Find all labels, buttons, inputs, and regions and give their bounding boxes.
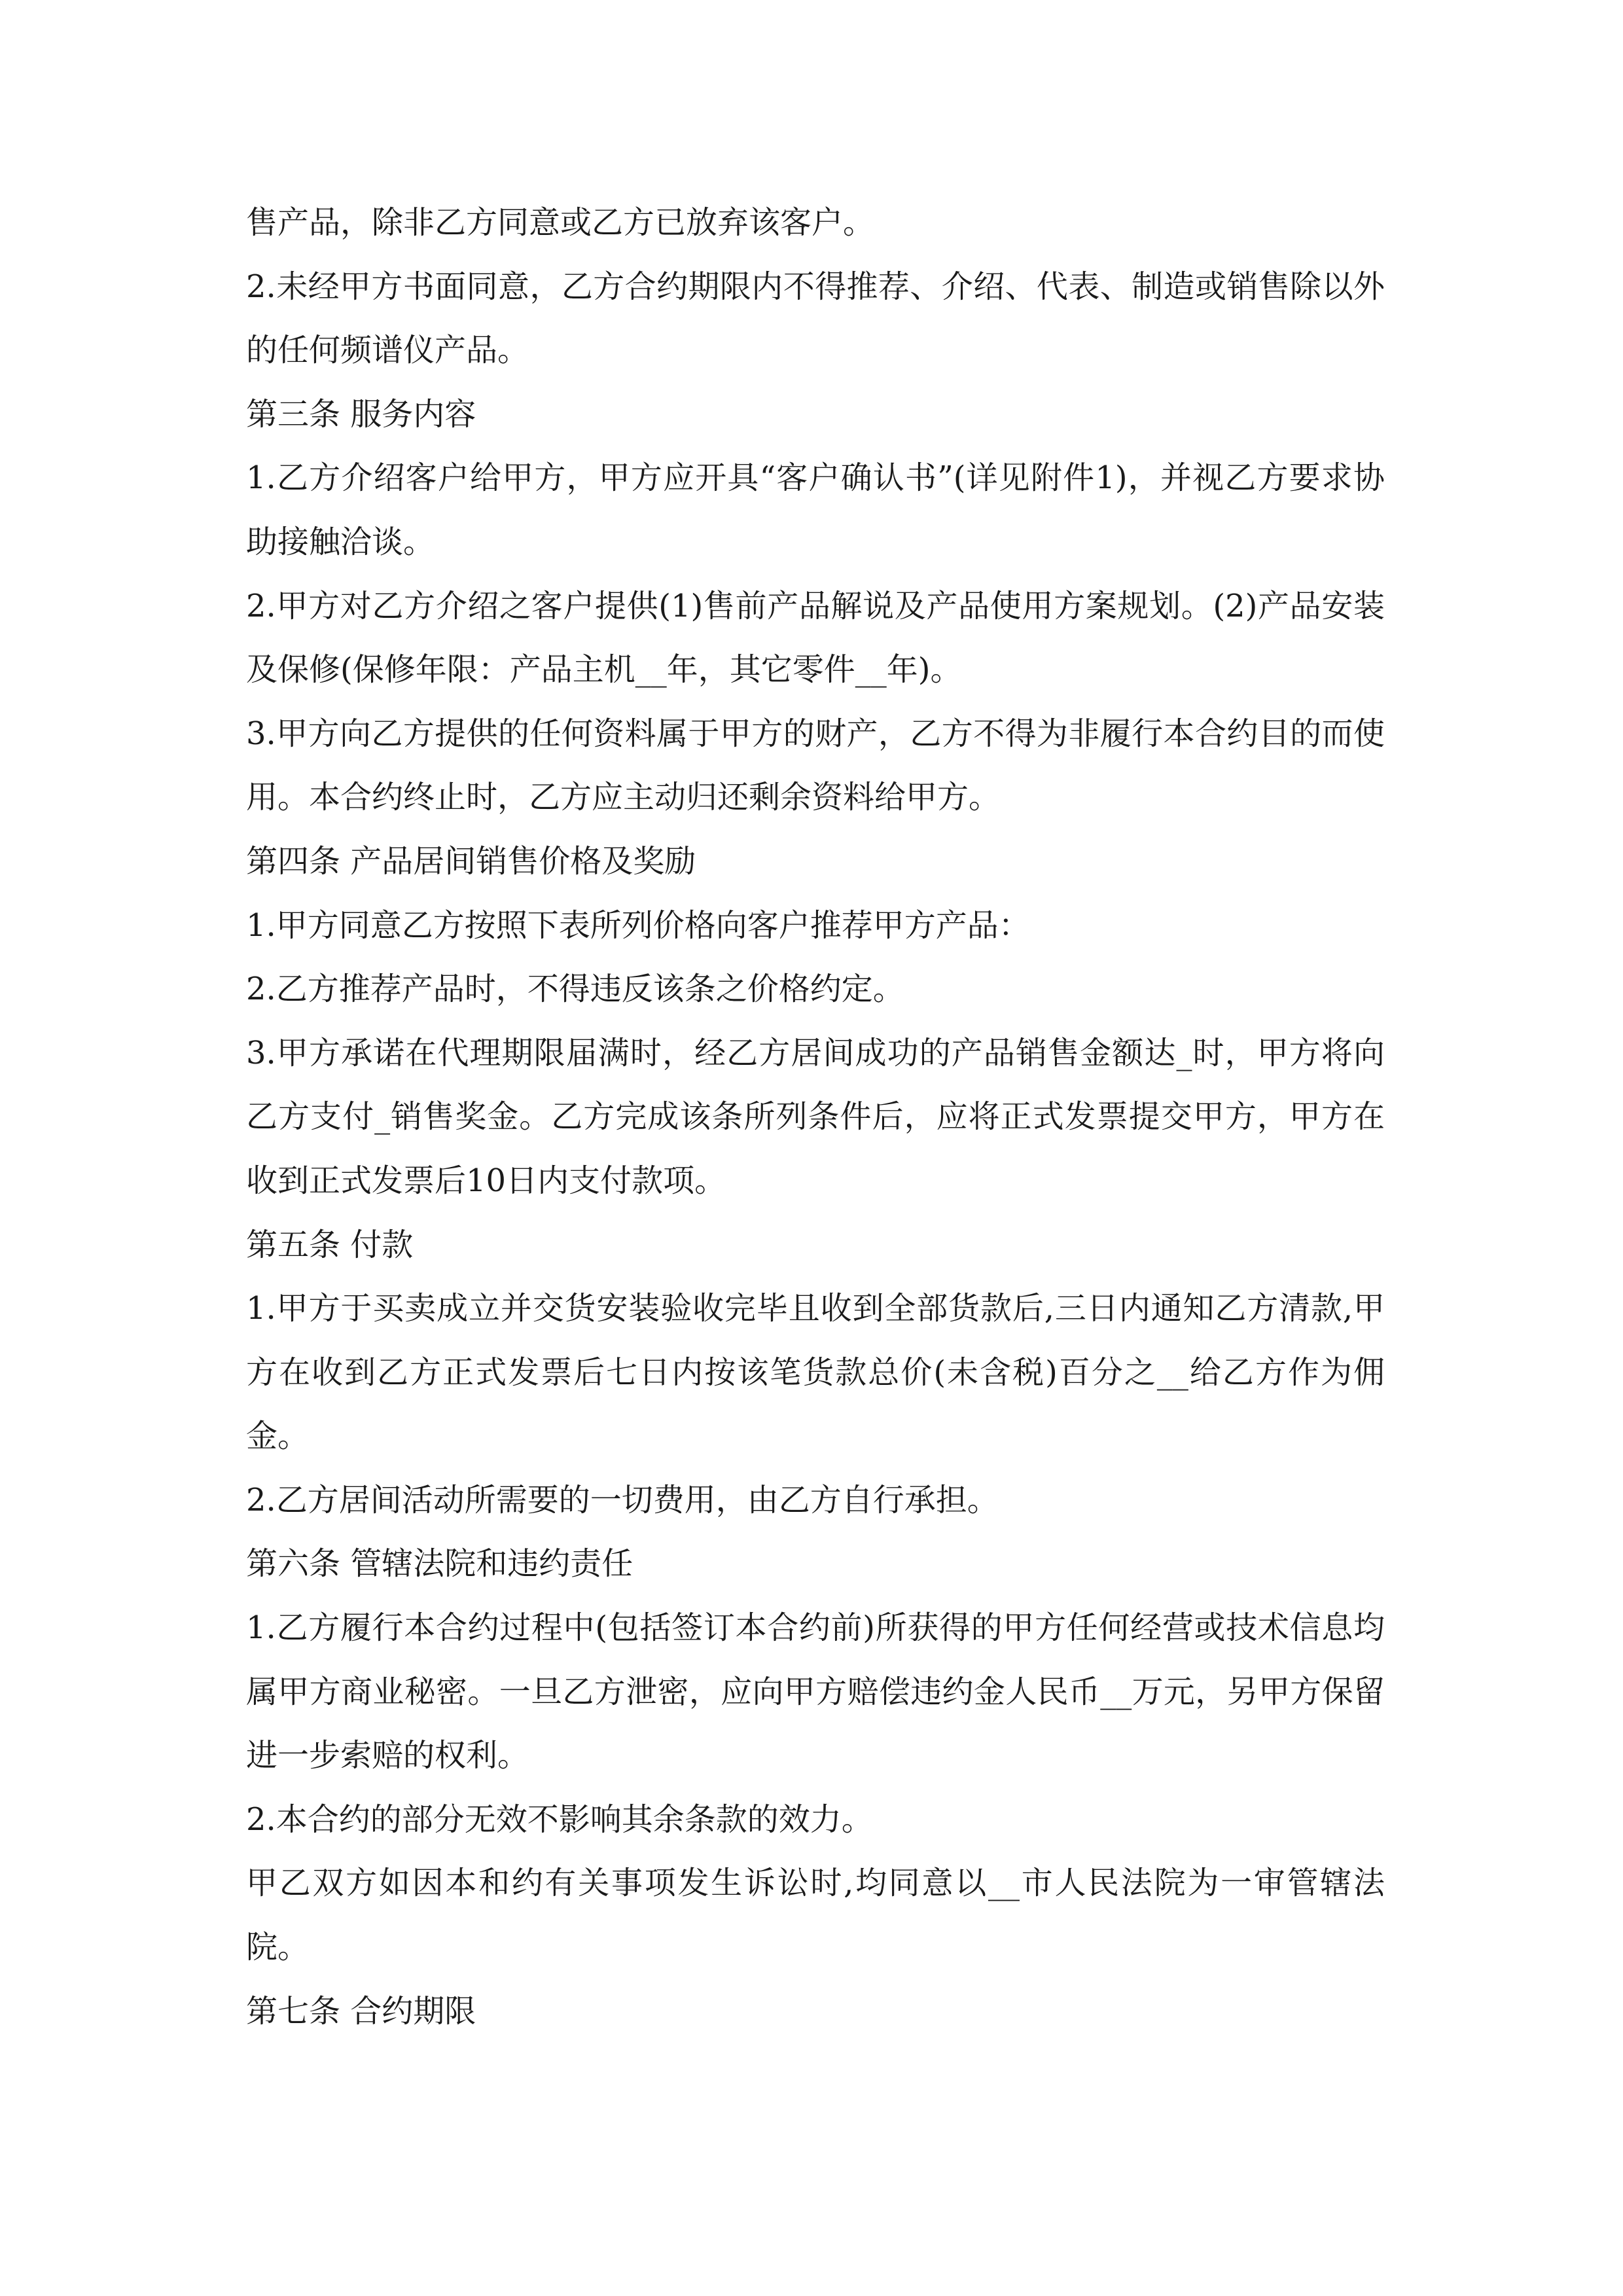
para-6-2: 2.本合约的部分无效不影响其余条款的效力。 [246, 1801, 873, 1838]
para-5-2: 2.乙方居间活动所需要的一切费用，由乙方自行承担。 [246, 1481, 999, 1518]
para-4-3: 3.甲方承诺在代理期限届满时，经乙方居间成功的产品销售金额达_时，甲方将向乙方支付_销售奖金。乙方完成该条所列条件后，应将正式发票提交甲方，甲方在收到正式发票后10日内支付款项。 [246, 1034, 1385, 1199]
para-3-1: 1.乙方介绍客户给甲方，甲方应开具“客户确认书”(详见附件1)，并视乙方要求协助接触洽谈。 [246, 459, 1385, 560]
para-4-1: 1.甲方同意乙方按照下表所列价格向客户推荐甲方产品： [246, 906, 1030, 944]
para-4-2: 2.乙方推荐产品时，不得违反该条之价格约定。 [246, 971, 904, 1008]
para-6-3: 甲乙双方如因本和约有关事项发生诉讼时,均同意以__市人民法院为一审管辖法院。 [246, 1865, 1385, 1966]
para-2-2: 2.未经甲方书面同意，乙方合约期限内不得推荐、介绍、代表、制造或销售除以外的任何频谱仪产品。 [246, 268, 1385, 369]
para-3-3: 3.甲方向乙方提供的任何资料属于甲方的财产，乙方不得为非履行本合约目的而使用。本合约终止时，乙方应主动归还剩余资料给甲方。 [246, 715, 1385, 816]
heading-article-7: 第七条 合约期限 [246, 1992, 476, 2030]
heading-article-5: 第五条 付款 [246, 1226, 414, 1263]
heading-article-6: 第六条 管辖法院和违约责任 [246, 1545, 633, 1583]
para-continuation: 售产品，除非乙方同意或乙方已放弃该客户。 [246, 204, 875, 241]
heading-article-4: 第四条 产品居间销售价格及奖励 [246, 842, 696, 880]
heading-article-3: 第三条 服务内容 [246, 395, 476, 433]
document-body [246, 191, 1385, 2043]
para-5-1: 1.甲方于买卖成立并交货安装验收完毕且收到全部货款后,三日内通知乙方清款,甲方在收到乙方正式发票后七日内按该笔货款总价(未含税)百分之__给乙方作为佣金。 [246, 1290, 1385, 1455]
para-3-2: 2.甲方对乙方介绍之客户提供(1)售前产品解说及产品使用方案规划。(2)产品安装及保修(保修年限：产品主机__年，其它零件__年)。 [246, 587, 1385, 689]
para-6-1: 1.乙方履行本合约过程中(包括签订本合约前)所获得的甲方任何经营或技术信息均属甲方商业秘密。一旦乙方泄密，应向甲方赔偿违约金人民币__万元，另甲方保留进一步索赔的权利。 [246, 1609, 1385, 1774]
